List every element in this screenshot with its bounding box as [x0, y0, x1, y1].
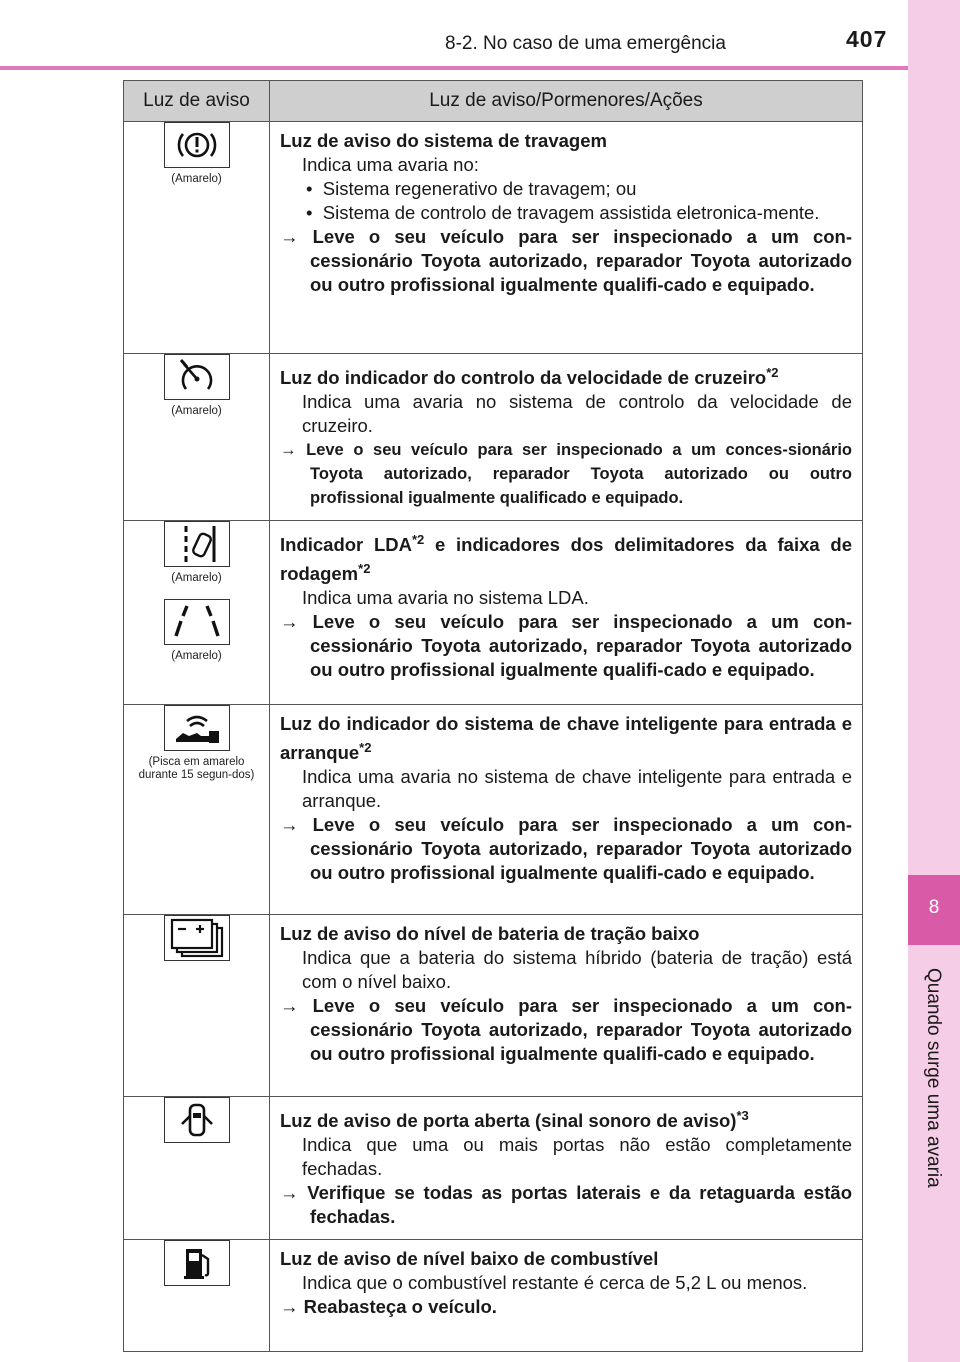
row-action: → Reabasteça o veículo.	[280, 1296, 497, 1318]
details-cell	[270, 705, 863, 915]
row-action: → Leve o seu veículo para ser inspecionado a um con-cessionário Toyota autorizado, reparador Toyota autorizado ou outro profissional igualmente qualifi-cado e equipado.	[280, 814, 852, 884]
row-action: → Leve o seu veículo para ser inspecionado a um conces-sionário Toyota autorizado, reparador Toyota autorizado ou outro profissional igualmente qualificado e equipado.	[280, 441, 852, 508]
details-cell	[270, 521, 863, 705]
table-row	[124, 354, 863, 521]
chapter-title: Quando surge uma avaria	[923, 968, 944, 1188]
row-title: Luz do indicador do sistema de chave inteligente para entrada e arranque$^{*2}$	[280, 713, 852, 764]
arrow-icon: →	[280, 611, 299, 633]
table-row	[124, 1240, 863, 1352]
chapter-number: 8	[928, 897, 940, 918]
col-details: Luz de aviso/Pormenores/Ações	[270, 81, 863, 122]
lane-departure-icon	[164, 521, 230, 567]
row-detail: Indica uma avaria no:	[302, 154, 479, 175]
icon-cell	[124, 122, 270, 354]
details-cell	[270, 122, 863, 354]
details-cell	[270, 915, 863, 1097]
icon-caption: (Amarelo)	[171, 572, 222, 585]
row-title: Indicador LDA$^{*2}$ e indicadores dos delimitadores da faixa de rodagem$^{*2}$	[280, 532, 852, 585]
icon-cell	[124, 354, 270, 521]
arrow-icon: →	[280, 814, 299, 836]
icon-cell	[124, 915, 270, 1097]
row-detail: Indica uma avaria no sistema de controlo da velocidade de cruzeiro.	[302, 391, 852, 437]
arrow-icon: →	[280, 1182, 299, 1204]
smart-key-icon	[164, 705, 230, 751]
row-title: Luz de aviso de nível baixo de combustível	[280, 1248, 659, 1270]
section-title: 8-2. No caso de uma emergência	[445, 33, 726, 54]
table-row	[124, 122, 863, 354]
row-action: → Leve o seu veículo para ser inspecionado a um con-cessionário Toyota autorizado, reparador Toyota autorizado ou outro profissional igualmente qualifi-cado e equipado.	[280, 611, 852, 681]
details-cell	[270, 1240, 863, 1352]
table-row	[124, 705, 863, 915]
row-title: Luz de aviso de porta aberta (sinal sonoro de aviso)$^{*3}$	[280, 1108, 749, 1132]
page-number: 407	[846, 26, 888, 52]
icon-caption: (Pisca em amarelo durante 15 segun-dos)	[138, 756, 255, 782]
icon-cell	[124, 705, 270, 915]
warning-lights-table	[123, 80, 863, 1352]
arrow-icon: →	[280, 441, 297, 460]
icon-caption: (Amarelo)	[171, 405, 222, 417]
row-title: Luz de aviso do nível de bateria de tração baixo	[280, 923, 700, 945]
row-detail: Indica que o combustível restante é cerca de 5,2 L ou menos.	[302, 1272, 808, 1294]
door-open-icon	[164, 1097, 230, 1143]
list-item: • Sistema regenerativo de travagem; ou	[306, 178, 637, 199]
table-row	[124, 1097, 863, 1240]
row-action: → Leve o seu veículo para ser inspecionado a um con-cessionário Toyota autorizado, reparador Toyota autorizado ou outro profissional igualmente qualifi-cado e equipado.	[280, 226, 852, 295]
table-row	[124, 915, 863, 1097]
details-cell	[270, 1097, 863, 1240]
arrow-icon: →	[280, 226, 299, 247]
header-rule	[0, 66, 908, 70]
col-warning-light: Luz de aviso	[124, 81, 270, 122]
row-detail: Indica que a bateria do sistema híbrido (bateria de tração) está com o nível baixo.	[302, 947, 852, 993]
row-action: → Verifique se todas as portas laterais e da retaguarda estão fechadas.	[280, 1182, 852, 1228]
list-item: • Sistema de controlo de travagem assistida eletronica-mente.	[306, 202, 820, 223]
cruise-control-icon	[164, 354, 230, 400]
row-action: → Leve o seu veículo para ser inspecionado a um con-cessionário Toyota autorizado, reparador Toyota autorizado ou outro profissional igualmente qualifi-cado e equipado.	[280, 995, 852, 1065]
row-detail: Indica uma avaria no sistema LDA.	[302, 587, 589, 609]
arrow-icon: →	[280, 1296, 299, 1318]
icon-cell	[124, 1240, 270, 1352]
icon-caption: (Amarelo)	[171, 173, 222, 185]
table-row	[124, 521, 863, 705]
lane-lines-icon	[164, 599, 230, 645]
traction-battery-icon	[164, 915, 230, 961]
arrow-icon: →	[280, 995, 299, 1017]
row-detail: Indica uma avaria no sistema de chave inteligente para entrada e arranque.	[302, 766, 852, 812]
row-title: Luz do indicador do controlo da velocidade de cruzeiro$^{*2}$	[280, 365, 779, 389]
brake-system-icon	[164, 122, 230, 168]
details-cell	[270, 354, 863, 521]
row-detail: Indica que uma ou mais portas não estão completamente fechadas.	[302, 1134, 852, 1180]
icon-cell	[124, 1097, 270, 1240]
row-title: Luz de aviso do sistema de travagem	[280, 130, 607, 151]
fuel-pump-icon	[164, 1240, 230, 1286]
icon-caption: (Amarelo)	[171, 650, 222, 663]
table-header-row	[124, 81, 863, 122]
icon-cell	[124, 521, 270, 705]
chapter-side-tab	[908, 0, 960, 1362]
